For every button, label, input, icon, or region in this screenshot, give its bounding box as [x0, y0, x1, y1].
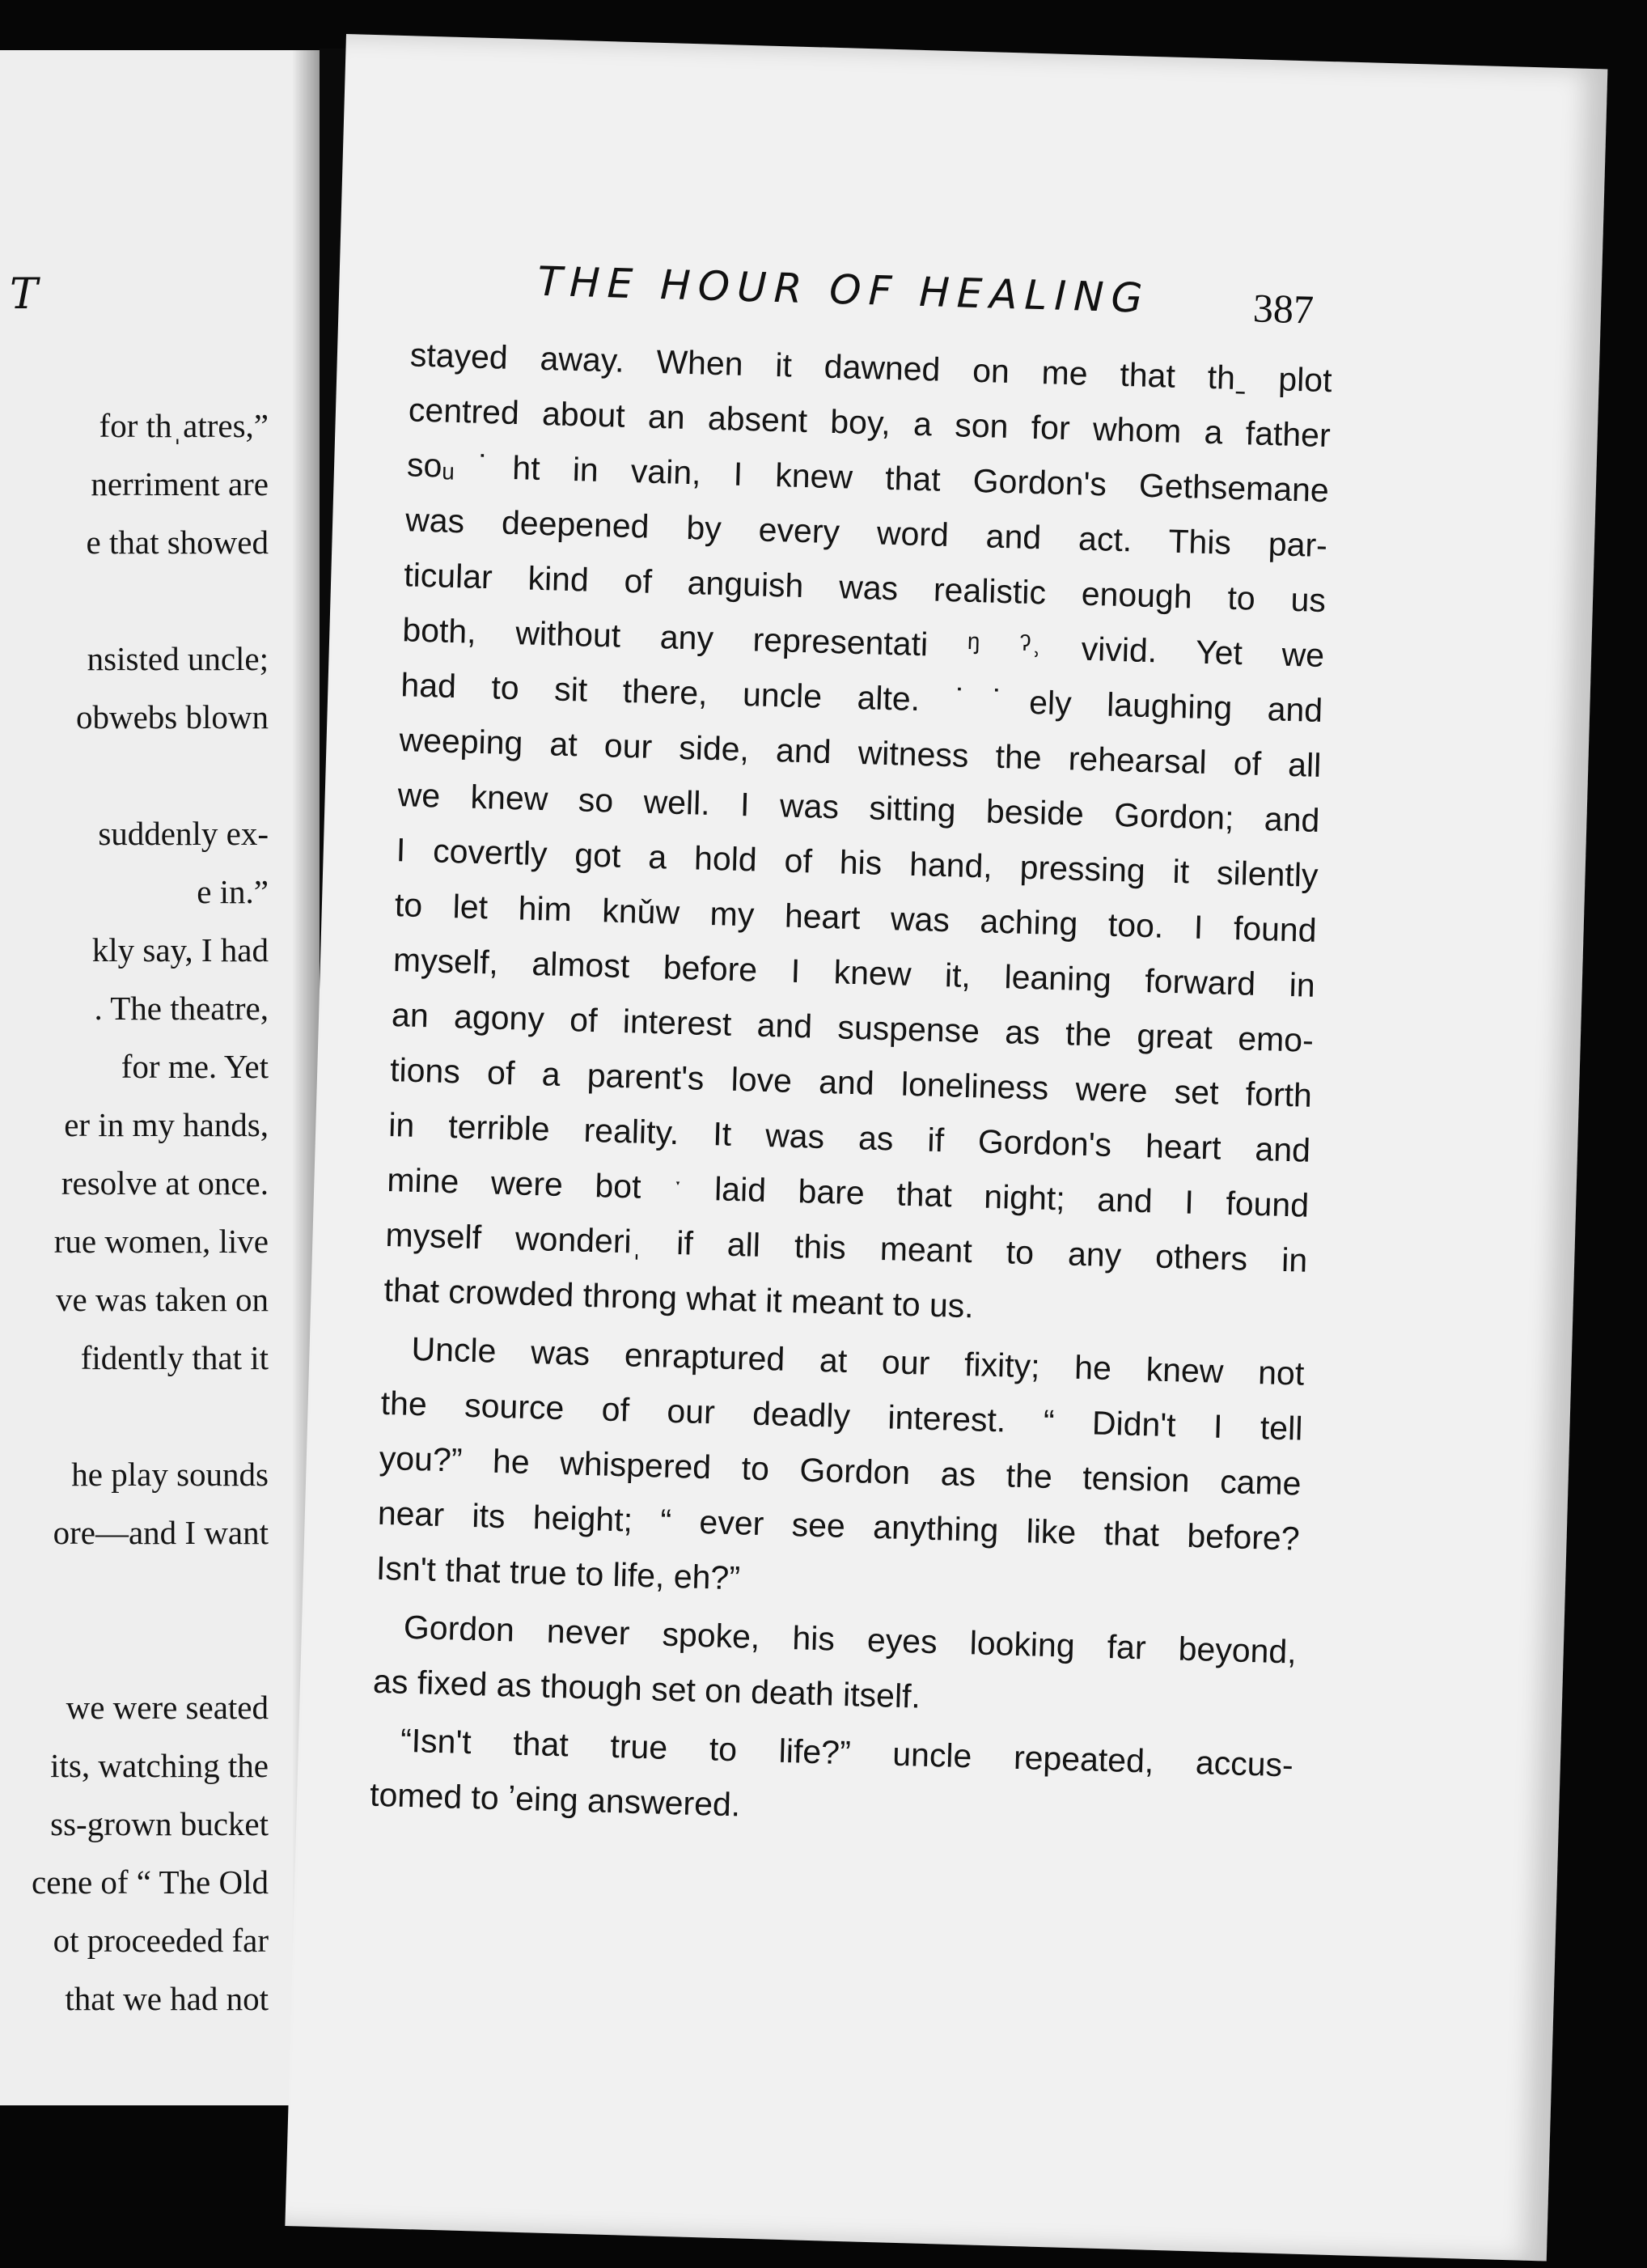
- left-page-line: e that showed: [86, 524, 269, 561]
- left-page-line: e in.”: [197, 873, 269, 910]
- text-line: as fixed as though set on death itself.: [372, 1662, 921, 1715]
- body-text: [369, 327, 1332, 1847]
- text-line: to let him knǔw my heart was aching too. I found: [394, 886, 1318, 949]
- left-page: [0, 50, 320, 2105]
- left-page-line: its, watching the: [50, 1747, 269, 1784]
- text-line: tions of a parent's love and loneliness were set forth: [389, 1051, 1313, 1114]
- text-line: myself wonderiˌ if all this meant to any others in: [384, 1215, 1308, 1279]
- left-page-line: resolve at once.: [61, 1164, 269, 1202]
- left-page-running-head: T: [10, 270, 38, 319]
- text-line: tomed to ʼeing answered.: [369, 1775, 741, 1824]
- left-page-line: nsisted uncle;: [87, 640, 269, 677]
- text-line: “Isn't that true to life?” uncle repeated, accus-: [400, 1721, 1294, 1784]
- running-head: THE HOUR OF HEALING: [536, 257, 1151, 322]
- left-page-line: suddenly ex-: [98, 815, 269, 852]
- left-page-line: ss-grown bucket: [50, 1805, 269, 1842]
- text-line: I covertly got a hold of his hand, pressing it silently: [396, 831, 1319, 894]
- left-page-line: obwebs blown: [75, 698, 269, 736]
- text-line: was deepened by every word and act. This par-: [404, 501, 1328, 565]
- left-page-line: nerriment are: [91, 465, 269, 502]
- text-line: an agony of interest and suspense as the great emo-: [391, 996, 1315, 1059]
- text-line: Uncle was enraptured at our fixity; he knew not: [411, 1329, 1305, 1393]
- text-line: we knew so well. I was sitting beside Gordon; and: [397, 776, 1320, 839]
- left-page-line: cene of “ The Old: [32, 1863, 269, 1901]
- text-line: Gordon never spoke, his eyes looking far beyond,: [403, 1608, 1298, 1671]
- text-line: both, without any representati ᵑ ˀ˒ vivid. Yet we: [401, 611, 1325, 675]
- text-line: soᵤ˙ht in vain, I knew that Gordon's Gethsemane: [406, 446, 1330, 510]
- text-line: near its height; “ ever see anything like that before?: [377, 1494, 1301, 1558]
- left-page-line: fidently that it: [80, 1339, 269, 1376]
- left-page-line: that we had not: [65, 1980, 269, 2017]
- left-page-line: ot proceeded far: [53, 1922, 269, 1959]
- text-line: in terrible reality. It was as if Gordon's heart and: [387, 1105, 1311, 1169]
- left-page-line: ve was taken on: [56, 1281, 269, 1318]
- text-line: myself, almost before I knew it, leaning forward in: [392, 941, 1316, 1004]
- left-page-line: we were seated: [66, 1689, 269, 1726]
- text-line: stayed away. When it dawned on me that thˍ plot: [409, 336, 1333, 400]
- text-line: had to sit there, uncle alte. ˙˙ely laughing and: [400, 666, 1323, 730]
- left-page-line: for me. Yet: [121, 1048, 269, 1085]
- text-line: the source of our deadly interest. “ Didn't I tell: [380, 1384, 1303, 1448]
- page-number: 387: [1252, 285, 1315, 333]
- text-line: ticular kind of anguish was realistic enough to us: [403, 556, 1327, 620]
- left-page-line: er in my hands,: [64, 1106, 269, 1143]
- text-line: mine were bot ˑ laid bare that night; and I found: [386, 1160, 1310, 1224]
- text-line: that crowded throng what it meant to us.: [383, 1270, 975, 1325]
- left-page-line: for thˌatres,”: [99, 407, 269, 444]
- text-line: weeping at our side, and witness the rehearsal of all: [399, 721, 1322, 784]
- left-page-line: ore—and I want: [53, 1514, 269, 1551]
- left-page-line: kly say, I had: [91, 931, 269, 969]
- text-line: Isn't that true to life, eh?”: [375, 1549, 741, 1597]
- left-page-line: rue women, live: [53, 1223, 269, 1260]
- left-page-line: . The theatre,: [94, 990, 269, 1027]
- right-page: [285, 34, 1607, 2262]
- text-line: centred about an absent boy, a son for whom a father: [408, 391, 1332, 455]
- text-line: you?” he whispered to Gordon as the tension came: [379, 1439, 1302, 1503]
- left-page-line: he play sounds: [71, 1456, 269, 1493]
